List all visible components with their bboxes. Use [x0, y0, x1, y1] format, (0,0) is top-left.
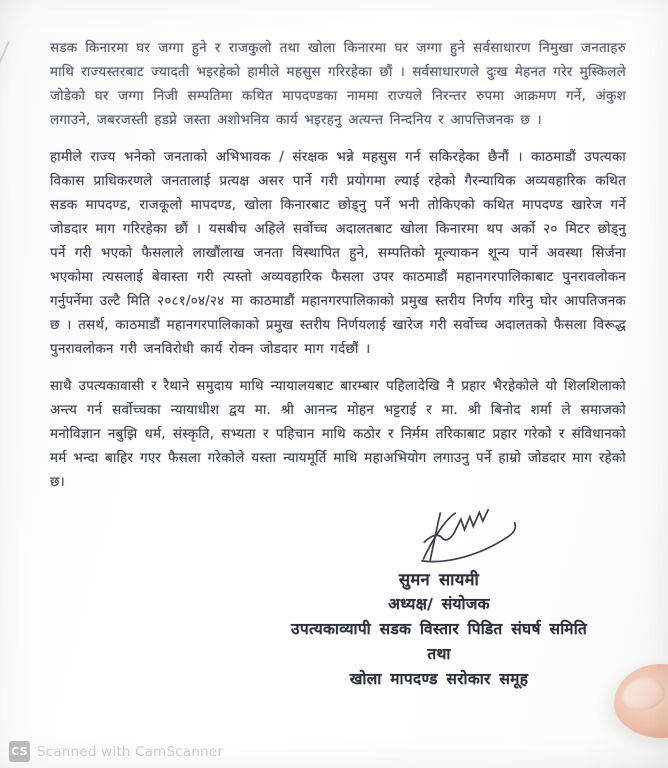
handwritten-signature	[393, 499, 558, 573]
signature-block	[238, 507, 640, 692]
signatory-organization-1: उपत्यकाव्यापी सडक विस्तार पिडित संघर्ष समिति	[291, 620, 587, 638]
signatory-conjunction: तथा	[427, 645, 451, 663]
signature-squiggle-icon	[393, 499, 558, 573]
letter-body	[50, 36, 626, 692]
camscanner-cs-badge-icon: CS	[9, 741, 30, 762]
signatory-title: अध्यक्ष/ संयोजक	[388, 595, 490, 613]
pen-stroke-mark	[0, 41, 10, 73]
paragraph-2: हामीले राज्य भनेको जनताको अभिभावक / संरक्षक भन्ने महसुस गर्न सकिरहेका छैनौं । काठमाडौं उपत्यका विकास प्राधिकरणले जनतालाई प्रत्यक्ष असर पार्ने गरी प्रयोगमा ल्याई रहेको गैरन्यायिक अव्यवहारिक कथित सडक मापदण्ड, राजकूलो मापदण्ड, खोला किनारबाट छोड्नु पर्ने भनी तोकिएको कथित मापदण्ड खारेज गर्ने जोडदार माग गरिरहेका छौं । यसबीच अहिले सर्वोच्च अदालतबाट खोला किनारमा थप अर्को २० मिटर छोड्नु पर्ने गरी भएको फैसलाले लाखौंलाख जनता विस्थापित हुने, सम्पतिको मूल्याकन शून्य पार्ने अवस्था सिर्जना भएकोमा त्यसलाई बेवास्ता गरी त्यस्तो अव्यवहारिक फैसला उपर काठमाडौं महानगरपालिकाबाट पुनरावलोकन गर्नुपर्नेमा उल्टै मिति २०८१/०४/२४ मा काठमाडौं महानगरपालिकाको प्रमुख स्तरीय निर्णय गरिनु घोर आपतिजनक छ । तसर्थ, काठमाडौं महानगरपालिकाको प्रमुख स्तरीय निर्णयलाई खारेज गरी सर्वोच्च अदालतको फैसला विरूद्ध पुनरावलोकन गरी जनविरोधी कार्य रोक्न जोडदार माग गर्दछौं ।	[50, 149, 626, 357]
paragraph-1: सडक किनारमा घर जग्गा हुने र राजकुलो तथा खोला किनारमा घर जग्गा हुने सर्वसाधारण निमुखा जनताहरु माथि राज्यस्तरबाट ज्यादती भइरहेको हामीले महसुस गरिरहेका छौं । सर्वसाधारणले दुःख मेहनत गरेर मुस्किलले जोडेको घर जग्गा निजी सम्पतिमा कथित मापदण्डका नाममा राज्यले निरन्तर रुपमा आक्रमण गर्ने, अंकुश लगाउने, जबरजस्ती हडप्ने जस्ता अशोभनिय कार्य भइरहनु अत्यन्त निन्दनिय र आपत्तिजनक छ ।	[50, 40, 626, 128]
signatory-organization-2: खोला मापदण्ड सरोकार समूह	[349, 670, 529, 688]
camscanner-watermark-text: Scanned with CamScanner	[37, 743, 224, 760]
paragraph-3: साथै उपत्यकावासी र रैथाने समुदाय माथि न्यायालयबाट बारम्बार पहिलादेखि नै प्रहार भैरहेकोले यो शिलशिलाको अन्त्य गर्न सर्वोच्चका न्यायाधीश द्वय मा. श्री आनन्द मोहन भट्टराई र मा. श्री बिनोद शर्मा ले समाजको मनोविज्ञान नबुझि धर्म, संस्कृति, सभ्यता र पहिचान माथि कठोर र निर्मम तरिकाबाट प्रहार गरेको र संविधानको मर्म भन्दा बाहिर गएर फैसला गरेकोले यस्ता न्यायमूर्ति माथि महाअभियोग लगाउनु पर्ने हाम्रो जोडदार माग रहेको छ।	[50, 378, 626, 490]
fingertip-holding-paper	[614, 664, 668, 738]
camscanner-watermark	[9, 741, 223, 762]
signatory-name: सुमन सायमी	[398, 570, 480, 589]
